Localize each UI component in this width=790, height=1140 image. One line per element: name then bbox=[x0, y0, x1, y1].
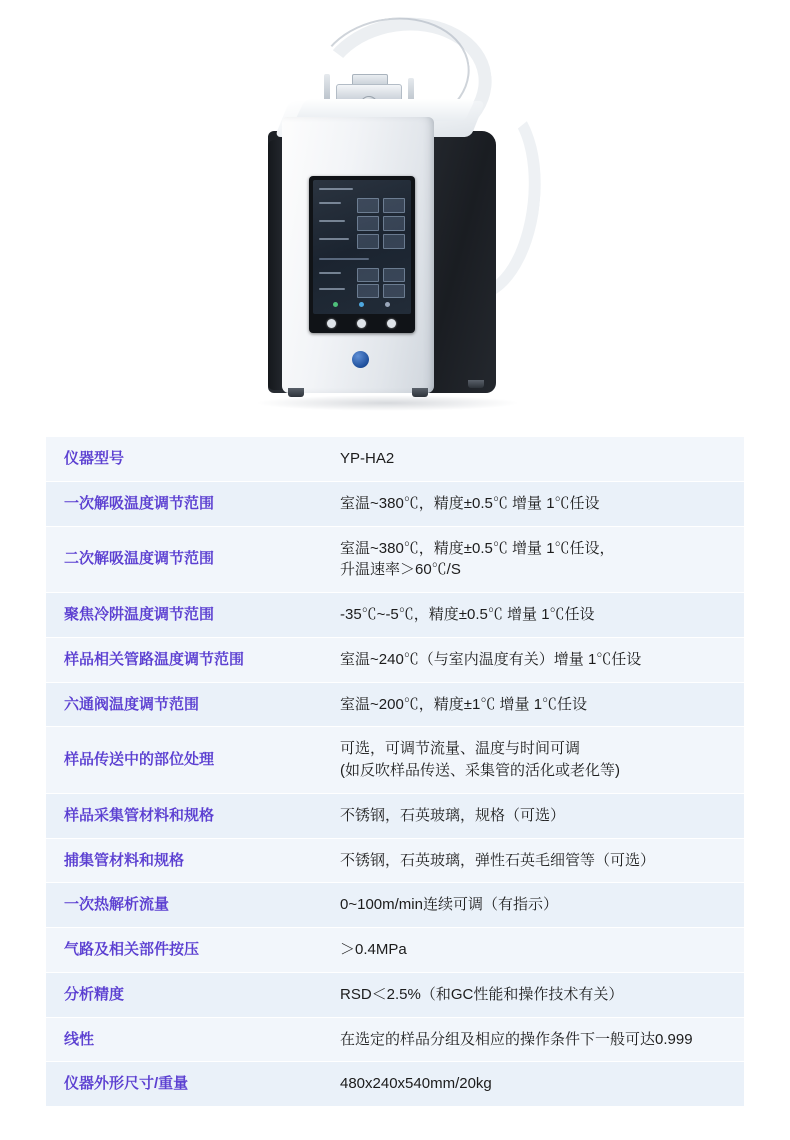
table-row bbox=[46, 727, 744, 794]
spec-value bbox=[330, 793, 744, 838]
spec-label: 一次解吸温度调节范围 bbox=[46, 481, 330, 526]
front-button-2[interactable] bbox=[357, 319, 366, 328]
spec-value-line: 可选，可调节流量、温度与时间可调 bbox=[340, 740, 581, 758]
spec-value bbox=[330, 1062, 744, 1107]
spec-value-line: 不锈钢，石英玻璃，弹性石英毛细管等（可选） bbox=[340, 851, 656, 869]
spec-value-line: 480x240x540mm/20kg bbox=[340, 1075, 492, 1093]
front-button-3[interactable] bbox=[387, 319, 396, 328]
spec-value-line: 室温~240℃（与室内温度有关）增量 1℃任设 bbox=[340, 650, 642, 668]
table-row bbox=[46, 972, 744, 1017]
spec-value bbox=[330, 682, 744, 727]
spec-label: 仪器外形尺寸/重量 bbox=[46, 1062, 330, 1107]
front-button-row[interactable] bbox=[313, 316, 411, 332]
spec-label: 样品传送中的部位处理 bbox=[46, 727, 330, 794]
table-row bbox=[46, 1062, 744, 1107]
table-row bbox=[46, 526, 744, 593]
table-row bbox=[46, 838, 744, 883]
spec-value bbox=[330, 437, 744, 481]
spec-value-line: 不锈钢，石英玻璃，规格（可选） bbox=[340, 806, 566, 824]
spec-label: 分析精度 bbox=[46, 972, 330, 1017]
table-row bbox=[46, 593, 744, 638]
spec-value bbox=[330, 637, 744, 682]
spec-label: 气路及相关部件按压 bbox=[46, 928, 330, 973]
spec-value-line: 室温~380℃，精度±0.5℃ 增量 1℃任设， bbox=[340, 539, 615, 557]
foot-rear bbox=[468, 380, 484, 388]
spec-value bbox=[330, 727, 744, 794]
spec-value-line: YP-HA2 bbox=[340, 450, 395, 467]
spec-value-line: 在选定的样品分组及相应的操作条件下一般可达0.999 bbox=[340, 1030, 693, 1048]
spec-value-line: ＞0.4MPa bbox=[340, 941, 407, 958]
spec-value bbox=[330, 883, 744, 928]
specification-table bbox=[46, 437, 744, 1107]
table-row bbox=[46, 928, 744, 973]
spec-label: 样品采集管材料和规格 bbox=[46, 793, 330, 838]
front-button-1[interactable] bbox=[327, 319, 336, 328]
spec-label: 样品相关管路温度调节范围 bbox=[46, 637, 330, 682]
table-row bbox=[46, 437, 744, 481]
spec-value-line: 室温~200℃，精度±1℃ 增量 1℃任设 bbox=[340, 695, 588, 713]
spec-label: 捕集管材料和规格 bbox=[46, 838, 330, 883]
manufacturer-logo bbox=[340, 348, 380, 370]
device-shadow bbox=[255, 395, 520, 411]
spec-value-line: 室温~380℃，精度±0.5℃ 增量 1℃任设 bbox=[340, 494, 600, 512]
spec-value bbox=[330, 593, 744, 638]
spec-label: 一次热解析流量 bbox=[46, 883, 330, 928]
instrument-control-screen[interactable] bbox=[313, 180, 411, 314]
spec-label: 仪器型号 bbox=[46, 437, 330, 481]
spec-label: 二次解吸温度调节范围 bbox=[46, 526, 330, 593]
spec-value-line: (如反吹样品传送、采集管的活化或老化等) bbox=[340, 762, 620, 779]
foot-left bbox=[288, 388, 304, 397]
foot-right bbox=[412, 388, 428, 397]
spec-value-line: 0~100m/min连续可调（有指示） bbox=[340, 896, 558, 914]
spec-label: 六通阀温度调节范围 bbox=[46, 682, 330, 727]
spec-value bbox=[330, 481, 744, 526]
table-row bbox=[46, 481, 744, 526]
spec-value bbox=[330, 928, 744, 973]
device-illustration bbox=[0, 0, 790, 425]
spec-label: 线性 bbox=[46, 1017, 330, 1062]
table-row bbox=[46, 793, 744, 838]
product-photo bbox=[0, 0, 790, 425]
spec-value bbox=[330, 972, 744, 1017]
spec-value bbox=[330, 838, 744, 883]
spec-value-line: 升温速率＞60℃/S bbox=[340, 561, 461, 579]
spec-value bbox=[330, 526, 744, 593]
table-row bbox=[46, 883, 744, 928]
spec-value-line: RSD＜2.5%（和GC性能和操作技术有关） bbox=[340, 985, 624, 1003]
spec-value-line: -35℃~-5℃，精度±0.5℃ 增量 1℃任设 bbox=[340, 606, 595, 623]
logo-mark-icon bbox=[352, 351, 369, 368]
spec-value bbox=[330, 1017, 744, 1062]
table-row bbox=[46, 637, 744, 682]
table-row bbox=[46, 1017, 744, 1062]
spec-label: 聚焦冷阱温度调节范围 bbox=[46, 593, 330, 638]
table-row bbox=[46, 682, 744, 727]
specification-table-wrapper bbox=[46, 437, 744, 1107]
